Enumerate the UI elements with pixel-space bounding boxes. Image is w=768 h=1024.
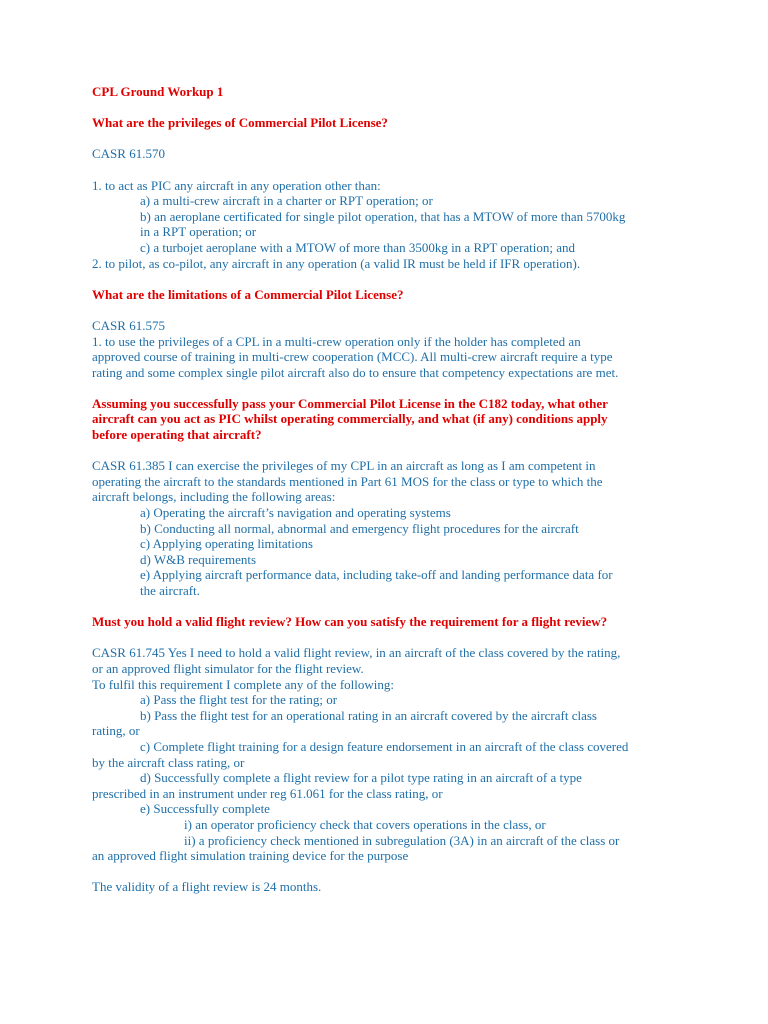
answer-line: c) Complete flight training for a design feature endorsement in an aircraft of the class covered <box>140 738 629 754</box>
spacer <box>92 380 692 396</box>
question-heading: What are the privileges of Commercial Pilot License? <box>92 115 388 131</box>
answer-line: i) an operator proficiency check that covers operations in the class, or <box>184 816 546 832</box>
question-heading: Must you hold a valid flight review? How can you satisfy the requirement for a flight review? <box>92 614 608 630</box>
answer-line: To fulfil this requirement I complete any of the following: <box>92 676 394 692</box>
answer-line: e) Applying aircraft performance data, including take-off and landing performance data for <box>140 567 613 583</box>
answer-line: CASR 61.570 <box>92 146 165 162</box>
answer-line: CASR 61.575 <box>92 317 165 333</box>
answer-line: CASR 61.745 Yes I need to hold a valid flight review, in an aircraft of the class covered by the rating, <box>92 645 621 661</box>
document-title: CPL Ground Workup 1 <box>92 84 224 99</box>
spacer <box>92 443 692 459</box>
spacer <box>92 630 692 646</box>
answer-line: ii) a proficiency check mentioned in subregulation (3A) in an aircraft of the class or <box>184 832 620 848</box>
question-heading: aircraft can you act as PIC whilst operating commercially, and what (if any) conditions apply <box>92 411 608 427</box>
answer-line: prescribed in an instrument under reg 61.061 for the class rating, or <box>92 785 443 801</box>
answer-line: b) an aeroplane certificated for single pilot operation, that has a MTOW of more than 5700kg <box>140 208 626 224</box>
spacer <box>92 864 692 880</box>
answer-line: aircraft belongs, including the following areas: <box>92 489 336 505</box>
answer-line: operating the aircraft to the standards mentioned in Part 61 MOS for the class or type to which the <box>92 473 603 489</box>
answer-line: e) Successfully complete <box>140 801 270 817</box>
spacer <box>92 302 692 318</box>
spacer <box>92 599 692 615</box>
answer-line: 1. to use the privileges of a CPL in a multi-crew operation only if the holder has completed an <box>92 333 581 349</box>
answer-line: approved course of training in multi-crew cooperation (MCC). All multi-crew aircraft require a type <box>92 349 613 365</box>
answer-line: a) Pass the flight test for the rating; or <box>140 692 338 708</box>
answer-line: rating, or <box>92 723 140 739</box>
spacer <box>92 131 692 147</box>
answer-line: a) Operating the aircraft’s navigation and operating systems <box>140 505 451 521</box>
question-heading: before operating that aircraft? <box>92 427 262 443</box>
answer-line: or an approved flight simulator for the flight review. <box>92 660 364 676</box>
answer-line: c) a turbojet aeroplane with a MTOW of more than 3500kg in a RPT operation; and <box>140 239 576 255</box>
answer-line: the aircraft. <box>140 583 200 598</box>
document-body <box>92 115 692 895</box>
answer-line: 2. to pilot, as co-pilot, any aircraft in any operation (a valid IR must be held if IFR operation). <box>92 255 581 271</box>
answer-line: d) Successfully complete a flight review for a pilot type rating in an aircraft of a type <box>140 770 582 786</box>
answer-line: b) Pass the flight test for an operational rating in an aircraft covered by the aircraft class <box>140 707 597 723</box>
answer-line: an approved flight simulation training device for the purpose <box>92 848 409 864</box>
answer-line: 1. to act as PIC any aircraft in any operation other than: <box>92 177 381 193</box>
spacer <box>92 162 692 178</box>
spacer <box>92 271 692 287</box>
answer-line: CASR 61.385 I can exercise the privileges of my CPL in an aircraft as long as I am competent in <box>92 458 596 474</box>
answer-line: a) a multi-crew aircraft in a charter or RPT operation; or <box>140 193 433 209</box>
answer-line: by the aircraft class rating, or <box>92 754 245 770</box>
answer-line: in a RPT operation; or <box>140 224 257 240</box>
answer-line: The validity of a flight review is 24 months. <box>92 879 322 895</box>
answer-line: c) Applying operating limitations <box>140 536 313 552</box>
answer-line: d) W&B requirements <box>140 551 257 567</box>
document-page <box>92 84 692 895</box>
question-heading: What are the limitations of a Commercial Pilot License? <box>92 286 404 302</box>
question-heading: Assuming you successfully pass your Commercial Pilot License in the C182 today, what other <box>92 395 608 411</box>
spacer <box>92 100 692 116</box>
answer-line: b) Conducting all normal, abnormal and emergency flight procedures for the aircraft <box>140 520 579 536</box>
answer-line: rating and some complex single pilot aircraft also do to ensure that competency expectations are met. <box>92 364 619 380</box>
